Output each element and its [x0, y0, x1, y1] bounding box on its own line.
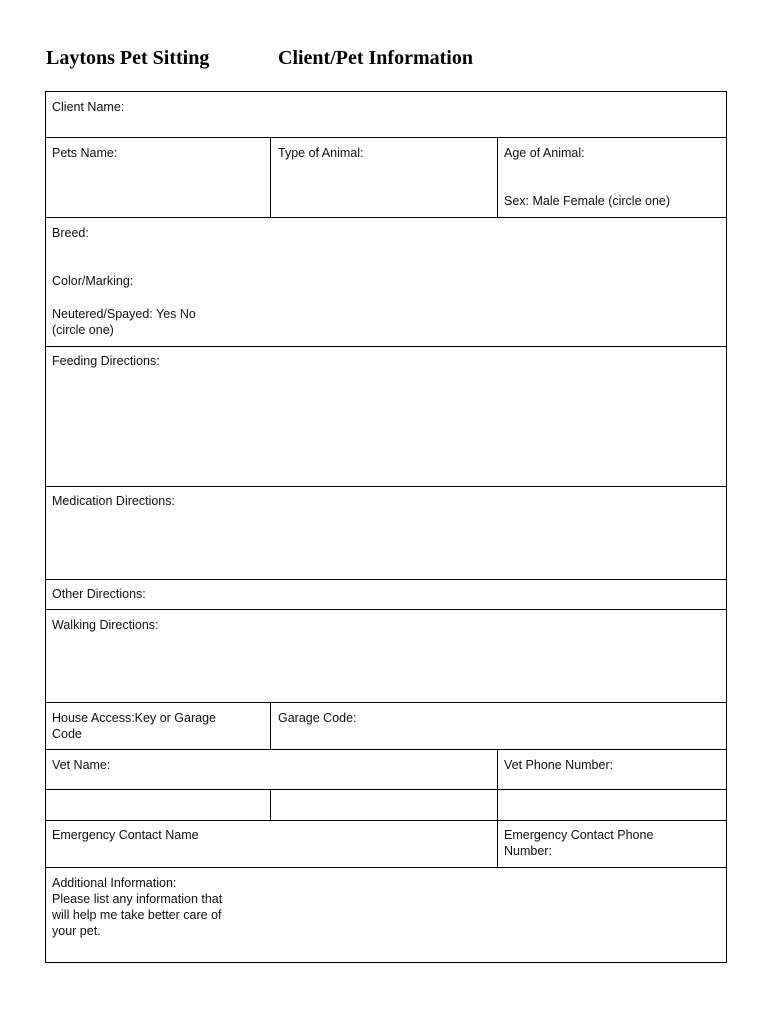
blank-cell[interactable] — [46, 790, 270, 819]
walking-directions-field[interactable]: Walking Directions: — [52, 618, 159, 632]
row-divider — [45, 486, 727, 487]
neutered-spayed-note: (circle one) — [52, 323, 114, 337]
company-title: Laytons Pet Sitting — [46, 47, 210, 69]
neutered-spayed-field[interactable]: Neutered/Spayed: Yes No — [52, 307, 196, 321]
row-divider — [45, 579, 727, 580]
house-access-label-cont: Code — [52, 727, 82, 741]
row-divider — [45, 609, 727, 610]
blank-cell[interactable] — [498, 790, 726, 819]
feeding-directions-field[interactable]: Feeding Directions: — [52, 354, 160, 368]
row-divider — [45, 346, 727, 347]
additional-info-instructions: Please list any information that — [52, 892, 223, 906]
form-title: Client/Pet Information — [278, 47, 473, 69]
vet-phone-field[interactable]: Vet Phone Number: — [504, 758, 614, 772]
column-divider — [270, 702, 271, 749]
column-divider — [497, 820, 498, 867]
client-name-field[interactable]: Client Name: — [52, 100, 125, 114]
row-divider — [45, 867, 727, 868]
medication-directions-field[interactable]: Medication Directions: — [52, 494, 175, 508]
emergency-contact-name-field[interactable]: Emergency Contact Name — [52, 828, 199, 842]
column-divider — [270, 137, 271, 217]
pets-name-field[interactable]: Pets Name: — [52, 146, 118, 160]
row-divider — [45, 137, 727, 138]
type-of-animal-field[interactable]: Type of Animal: — [278, 146, 364, 160]
additional-info-instructions: your pet. — [52, 924, 101, 938]
age-of-animal-field[interactable]: Age of Animal: — [504, 146, 585, 160]
row-divider — [45, 702, 727, 703]
garage-code-field[interactable]: Garage Code: — [278, 711, 357, 725]
row-divider — [45, 217, 727, 218]
row-divider — [45, 820, 727, 821]
breed-field[interactable]: Breed: — [52, 226, 89, 240]
other-directions-field[interactable]: Other Directions: — [52, 587, 146, 601]
blank-cell[interactable] — [271, 790, 497, 819]
column-divider — [497, 137, 498, 217]
sex-field[interactable]: Sex: Male Female (circle one) — [504, 194, 671, 208]
row-divider — [45, 749, 727, 750]
color-marking-field[interactable]: Color/Marking: — [52, 274, 134, 288]
additional-info-field[interactable]: Additional Information: — [52, 876, 177, 890]
emergency-contact-phone-field[interactable]: Emergency Contact Phone — [504, 828, 654, 842]
house-access-field[interactable]: House Access:Key or Garage — [52, 711, 216, 725]
emergency-contact-phone-label-cont: Number: — [504, 844, 552, 858]
additional-info-instructions: will help me take better care of — [52, 908, 222, 922]
vet-name-field[interactable]: Vet Name: — [52, 758, 111, 772]
